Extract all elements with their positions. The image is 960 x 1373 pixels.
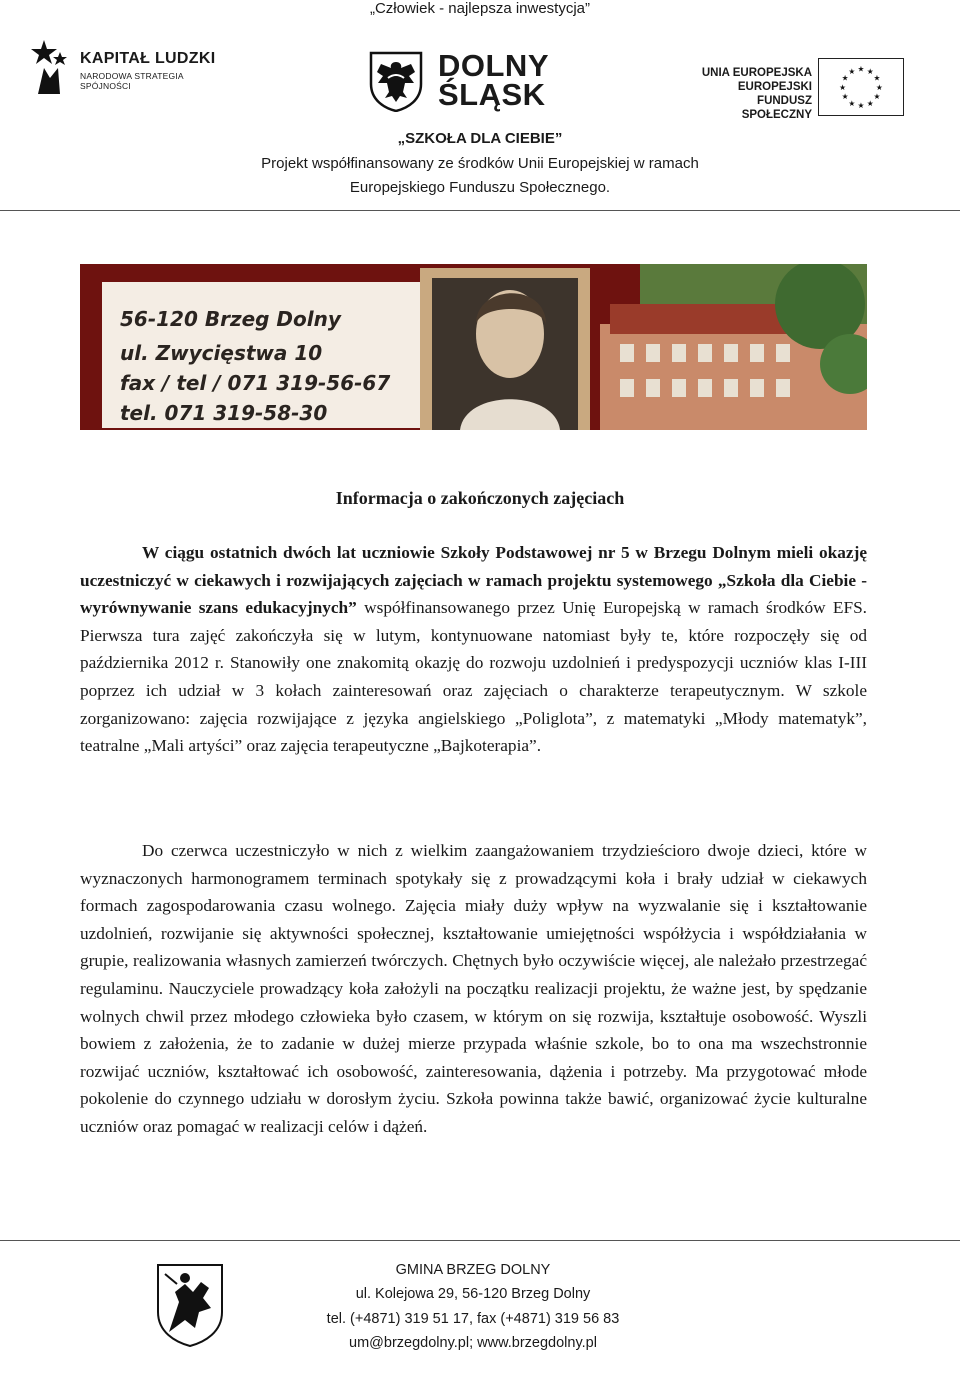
eu-star-icon: ★ bbox=[866, 66, 874, 76]
eu-star-icon: ★ bbox=[875, 82, 883, 92]
footer-line: ul. Kolejowa 29, 56-120 Brzeg Dolny bbox=[355, 1286, 591, 1303]
unia-europejska-line: FUNDUSZ SPOŁECZNY bbox=[741, 95, 812, 121]
footer-divider bbox=[0, 1240, 960, 1241]
eu-star-icon: ★ bbox=[839, 82, 847, 92]
footer-line: GMINA BRZEG DOLNY bbox=[395, 1262, 551, 1278]
school-building-photo bbox=[600, 264, 867, 430]
eu-star-icon: ★ bbox=[873, 73, 881, 83]
document-heading: Informacja o zakończonych zajęciach bbox=[335, 488, 625, 508]
kapital-ludzki-subtitle: NARODOWA STRATEGIA SPÓJNOŚCI bbox=[80, 71, 184, 91]
project-line: Projekt współfinansowany ze środków Unii Europejskiej w ramach bbox=[261, 154, 699, 172]
project-line: Europejskiego Funduszu Społecznego. bbox=[349, 179, 611, 196]
banner-handwriting-line: 56-120 Brzeg Dolny bbox=[120, 307, 341, 331]
eu-star-icon: ★ bbox=[857, 64, 865, 74]
kapital-ludzki-title: KAPITAŁ LUDZKI bbox=[80, 50, 216, 67]
brzeg-dolny-coat-of-arms bbox=[155, 1262, 225, 1348]
banner-handwriting-line: fax / tel / 071 319-56-67 bbox=[120, 371, 391, 395]
unia-europejska-line: EUROPEJSKI bbox=[737, 81, 812, 93]
silesian-eagle-crest bbox=[368, 50, 424, 112]
paragraph-1-rest: współfinansowanego przez Unię Europejską w ramach środków EFS. Pierwsza tura zajęć zakończyła się w lutym, kontynuowane natomiast były te, które rozpoczęły się od października 2012 r. Stanowiły one znakomitą okazję do rozwoju uzdolnień i predyspozycji uczniów klas I-III poprzez ich udział w 3 kołach zainteresowań oraz zajęciach o charakterze terapeutycznym. W szkole zorganizowano: zajęcia rozwijające z języka angielskiego „Poliglota”, z matematyki „Młody matematyk”, teatralne „Mali artyści” oraz zajęcia terapeutyczne „Bajkoterapia”. bbox=[80, 598, 867, 756]
header-motto: „Człowiek - najlepsza inwestycja” bbox=[369, 0, 591, 17]
eu-star-icon: ★ bbox=[848, 66, 856, 76]
banner-handwriting-line: ul. Zwycięstwa 10 bbox=[120, 341, 323, 365]
kapital-ludzki-logo bbox=[30, 38, 220, 98]
paragraph-1-lead: W ciągu ostatnich dwóch lat uczniowie Szkoły Podstawowej nr 5 w Brzegu Dolnym mieli okazję uczestniczyć w ciekawych i rozwijających zajęciach w ramach projektu systemowego „Szkoła dla Ciebie - wyrównywanie szans edukacyjnych” bbox=[80, 543, 867, 618]
footer-line: um@brzegdolny.pl; www.brzegdolny.pl bbox=[349, 1335, 597, 1352]
eu-star-icon: ★ bbox=[873, 92, 881, 102]
eu-star-icon: ★ bbox=[841, 92, 849, 102]
stars-figure-icon bbox=[30, 38, 72, 96]
banner-handwriting-line: tel. 071 319-58-30 bbox=[120, 401, 328, 425]
unia-europejska-logo bbox=[690, 56, 910, 121]
document-paragraph-1 bbox=[80, 539, 867, 760]
unia-europejska-text bbox=[690, 66, 812, 122]
dolny-slask-line2: ŚLĄSK bbox=[438, 77, 546, 112]
dolny-slask-line1: DOLNY bbox=[438, 48, 549, 83]
eu-star-icon: ★ bbox=[857, 101, 865, 111]
document-paragraph-2: Do czerwca uczestniczyło w nich z wielkim zaangażowaniem trzydzieścioro dwoje dzieci, które w wyznaczonych harmonogramem terminach spotykały się z prowadzącymi koła i brały udział w ciekawych formach zagospodarowania czasu wolnego. Zajęcia miały duży wpływ na wyzwalanie się i kształtowanie uzdolnień, rozwijanie się aktywności społecznej, kształtowanie umiejętności współżycia i współdziałania w grupie, realizowania własnych zamierzeń twórczych. Chętnych było oczywiście więcej, ale należało przestrzegać regulaminu. Nauczyciele prowadzący koła założyli na początku realizacji projektu, że ważne jest, by spędzanie wolnych chwil przez młodego człowieka było czasem, w którym on się rozwija, kształtuje osobowość. Wyszli bowiem z założenia, że to zadanie w dużej mierze przypada właśnie szkole, bo to ona ma wszechstronnie rozwijać uczniów, kształtować ich osobowość, zainteresowania, dążenia i potrzeby. Ma przygotować młode pokolenie do czynnego udziału w dorosłym życiu. Szkoła powinna także bawić, organizować życie kulturalne uczniów oraz pomagać w realizacji celów i dążeń. bbox=[80, 841, 867, 1136]
portrait-photo bbox=[420, 268, 590, 430]
school-banner bbox=[80, 264, 867, 430]
footer-contact bbox=[300, 1258, 646, 1356]
project-info bbox=[0, 127, 960, 201]
eu-flag-stars bbox=[818, 58, 904, 116]
unia-europejska-line: UNIA EUROPEJSKA bbox=[701, 67, 812, 79]
dolny-slask-logo bbox=[368, 50, 563, 114]
eu-star-icon: ★ bbox=[866, 98, 874, 108]
footer-line: tel. (+4871) 319 51 17, fax (+4871) 319 56 83 bbox=[326, 1310, 620, 1327]
eu-star-icon: ★ bbox=[848, 98, 856, 108]
header-divider bbox=[0, 210, 960, 211]
eu-star-icon: ★ bbox=[841, 73, 849, 83]
project-name: „SZKOŁA DLA CIEBIE” bbox=[397, 130, 563, 147]
